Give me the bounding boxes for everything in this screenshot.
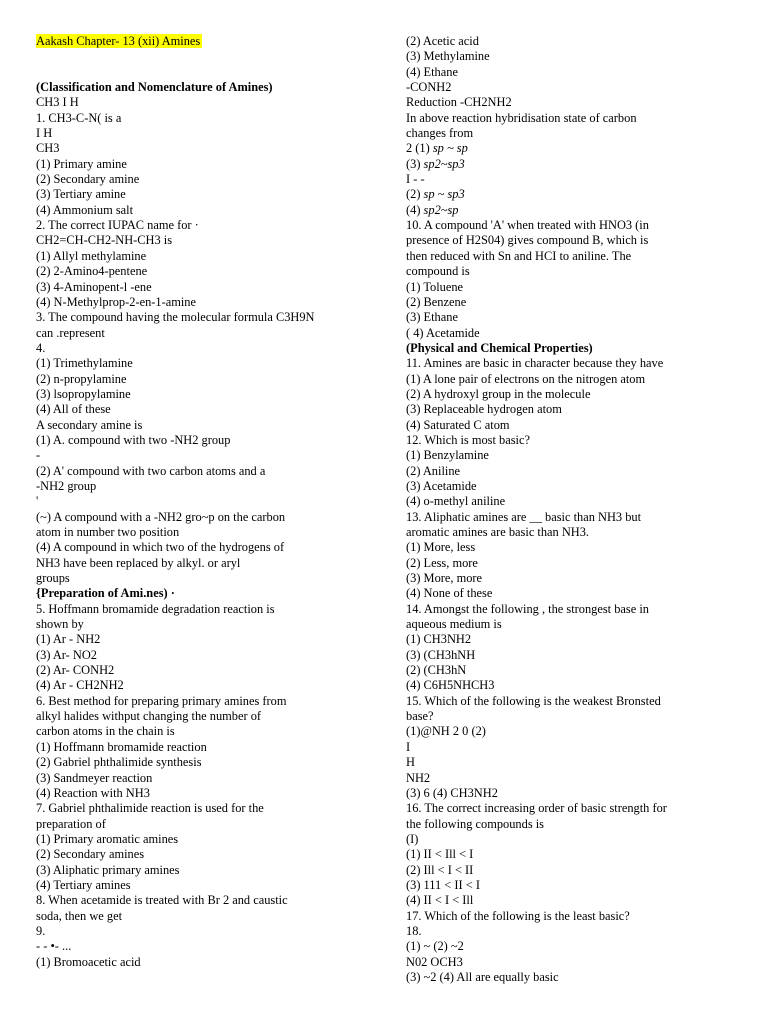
text-line: 9. (36, 923, 46, 938)
text-line: (1) A. compound with two -NH2 group (36, 432, 231, 447)
text-line: (2) Aniline (406, 463, 461, 478)
text-line: changes from (406, 126, 474, 141)
text-line: groups (36, 571, 70, 586)
text-line: (3) Replaceable hydrogen atom (406, 402, 562, 417)
text-line: (2) Benzene (406, 294, 467, 309)
text-line: (3) Ethane (406, 310, 458, 325)
text-line: (1) Primary aromatic amines (36, 831, 179, 846)
hybridisation-text: sp ~ sp (432, 141, 468, 156)
text-line: (1) More, less (406, 540, 476, 555)
text-line: 8. When acetamide is treated with Br 2 and caustic (36, 893, 288, 908)
hybridisation-text: sp2~sp3 (423, 156, 465, 171)
text-line: (4) A compound in which two of the hydrogens of (36, 540, 285, 555)
text-line: (1)@NH 2 0 (2) (406, 724, 486, 739)
text-line: (1) II < Ill < I (406, 847, 474, 862)
text-line: (4) All of these (36, 402, 111, 417)
option-number: (3) (406, 156, 424, 171)
text-line (406, 203, 706, 218)
blank-space (36, 49, 336, 80)
text-line (406, 187, 706, 202)
text-line: In above reaction hybridisation state of carbon (406, 110, 637, 125)
text-line: (4) Ammonium salt (36, 202, 134, 217)
text-line: preparation of (36, 816, 106, 831)
text-line: 13. Aliphatic amines are __ basic than NH3 but (406, 509, 642, 524)
document-title (36, 34, 336, 49)
hybridisation-text: sp ~ sp3 (423, 187, 465, 202)
text-line: soda, then we get (36, 908, 123, 923)
text-line: (2) 2-Amino4-pentene (36, 264, 148, 279)
text-line: H (406, 755, 415, 770)
text-line: alkyl halides withput changing the number of (36, 709, 262, 724)
text-line: (4) C6H5NHCH3 (406, 678, 495, 693)
right-column (406, 34, 706, 985)
text-line: (4) N-Methylprop-2-en-1-amine (36, 294, 196, 309)
text-line: 14. Amongst the following , the strongest base in (406, 601, 649, 616)
text-line: (4) Ethane (406, 64, 458, 79)
text-line: CH2=CH-CH2-NH-CH3 is (36, 233, 173, 248)
text-line: (2) Secondary amines (36, 847, 145, 862)
text-line: (1) Bromoacetic acid (36, 954, 141, 969)
text-line: (4) None of these (406, 586, 493, 601)
text-line: the following compounds is (406, 816, 545, 831)
text-line: (1) Ar - NH2 (36, 632, 101, 647)
hybridisation-text: sp2~sp (423, 202, 459, 217)
text-line: (2) Acetic acid (406, 34, 479, 48)
text-line: (4) o-methyl aniline (406, 494, 506, 509)
text-line: (2) Secondary amine (36, 172, 140, 187)
text-line: (1) Toluene (406, 279, 464, 294)
text-line: 17. Which of the following is the least basic? (406, 908, 630, 923)
text-line (406, 157, 706, 172)
text-line: (2) (CH3hN (406, 663, 467, 678)
text-line: (3) Ar- NO2 (36, 647, 98, 662)
text-line: 16. The correct increasing order of basic strength for (406, 801, 667, 816)
text-line: (3) Sandmeyer reaction (36, 770, 153, 785)
text-line (406, 141, 706, 156)
option-number: (2) (406, 187, 424, 202)
text-line: (3) Acetamide (406, 478, 477, 493)
text-line: I - - (406, 172, 425, 187)
text-line: N02 OCH3 (406, 954, 463, 969)
text-line: 1. CH3-C-N( is a (36, 110, 122, 125)
left-column (36, 34, 336, 970)
text-line: base? (406, 709, 434, 724)
title-highlight: Aakash Chapter- 13 (xii) Amines (36, 34, 201, 48)
text-line: (1) Trimethylamine (36, 356, 133, 371)
text-line: (2) n-propylamine (36, 371, 127, 386)
text-line: (1) Benzylamine (406, 448, 489, 463)
text-line: compound is (406, 264, 470, 279)
text-line: shown by (36, 617, 84, 632)
text-line: can .represent (36, 325, 105, 340)
text-line: NH3 have been replaced by alkyl. or aryl (36, 555, 241, 570)
text-line: 4. (36, 340, 46, 355)
text-line: (3) 111 < II < I (406, 877, 480, 892)
text-line: (3) 6 (4) CH3NH2 (406, 785, 498, 800)
text-line: I (406, 739, 411, 754)
text-line: 2. The correct IUPAC name for · (36, 218, 199, 233)
text-line: (1) Primary amine (36, 156, 127, 171)
text-line: ( 4) Acetamide (406, 325, 480, 340)
text-line: (4) II < I < Ill (406, 893, 474, 908)
text-line: (2) Ill < I < II (406, 862, 474, 877)
text-line: 5. Hoffmann bromamide degradation reaction is (36, 601, 275, 616)
text-line: 12. Which is most basic? (406, 432, 531, 447)
text-line: (1) ~ (2) ~2 (406, 939, 464, 954)
section-heading: {Preparation of Ami.nes) · (36, 586, 175, 601)
text-line: (1) Allyl methylamine (36, 248, 147, 263)
text-line: CH3 I H (36, 95, 79, 110)
text-line: 7. Gabriel phthalimide reaction is used for the (36, 801, 264, 816)
text-line: carbon atoms in the chain is (36, 724, 175, 739)
text-line: ' (36, 494, 39, 509)
text-line: (3) (CH3hNH (406, 647, 476, 662)
text-line: (3) lsopropylamine (36, 386, 131, 401)
text-line: (3) Methylamine (406, 49, 490, 64)
text-line: 15. Which of the following is the weakest Bronsted (406, 693, 661, 708)
text-line: (2) Less, more (406, 555, 478, 570)
text-line: (1) A lone pair of electrons on the nitrogen atom (406, 371, 646, 386)
text-line: (1) CH3NH2 (406, 632, 472, 647)
text-line: (2) A' compound with two carbon atoms and a (36, 463, 266, 478)
text-line: (2) A hydroxyl group in the molecule (406, 386, 591, 401)
text-line: (3) Tertiary amine (36, 187, 126, 202)
text-line: -CONH2 (406, 80, 452, 95)
section-heading: (Classification and Nomenclature of Amines) (36, 80, 273, 95)
text-line: -NH2 group (36, 478, 97, 493)
text-line: I H (36, 126, 53, 141)
text-line: - (36, 448, 41, 463)
text-line: aromatic amines are basic than NH3. (406, 525, 590, 539)
text-line: (3) Aliphatic primary amines (36, 862, 180, 877)
text-line: - - •- ... (36, 939, 72, 954)
text-line: (4) Ar - CH2NH2 (36, 678, 124, 693)
text-line: Reduction -CH2NH2 (406, 95, 512, 110)
text-line: (~) A compound with a -NH2 gro~p on the carbon (36, 509, 286, 524)
text-line: (4) Tertiary amines (36, 877, 131, 892)
option-number: 2 (1) (406, 141, 433, 156)
text-line: (2) Gabriel phthalimide synthesis (36, 755, 202, 770)
text-line: 11. Amines are basic in character because they have (406, 356, 664, 371)
text-line: NH2 (406, 770, 431, 785)
text-line: atom in number two position (36, 525, 180, 539)
text-line: (I) (406, 831, 419, 846)
text-line: (3) ~2 (4) All are equally basic (406, 969, 559, 984)
option-number: (4) (406, 202, 424, 217)
text-line: (1) Hoffmann bromamide reaction (36, 739, 207, 754)
text-line: (3) 4-Aminopent-l -ene (36, 279, 152, 294)
text-line: A secondary amine is (36, 417, 143, 432)
text-line: CH3 (36, 141, 60, 156)
text-line: presence of H2S04) gives compound B, which is (406, 233, 649, 248)
text-line: (4) Saturated C atom (406, 417, 510, 432)
text-line: 3. The compound having the molecular formula C3H9N (36, 310, 315, 325)
text-line: (4) Reaction with NH3 (36, 785, 150, 800)
text-line: 10. A compound 'A' when treated with HNO3 (in (406, 218, 649, 233)
text-line: aqueous medium is (406, 617, 502, 632)
text-line: 18. (406, 923, 422, 938)
text-line: (3) More, more (406, 571, 483, 586)
text-line: 6. Best method for preparing primary amines from (36, 693, 287, 708)
section-heading: (Physical and Chemical Properties) (406, 340, 593, 355)
text-line: (2) Ar- CONH2 (36, 663, 115, 678)
text-line: then reduced with Sn and HCI to aniline. The (406, 248, 632, 263)
